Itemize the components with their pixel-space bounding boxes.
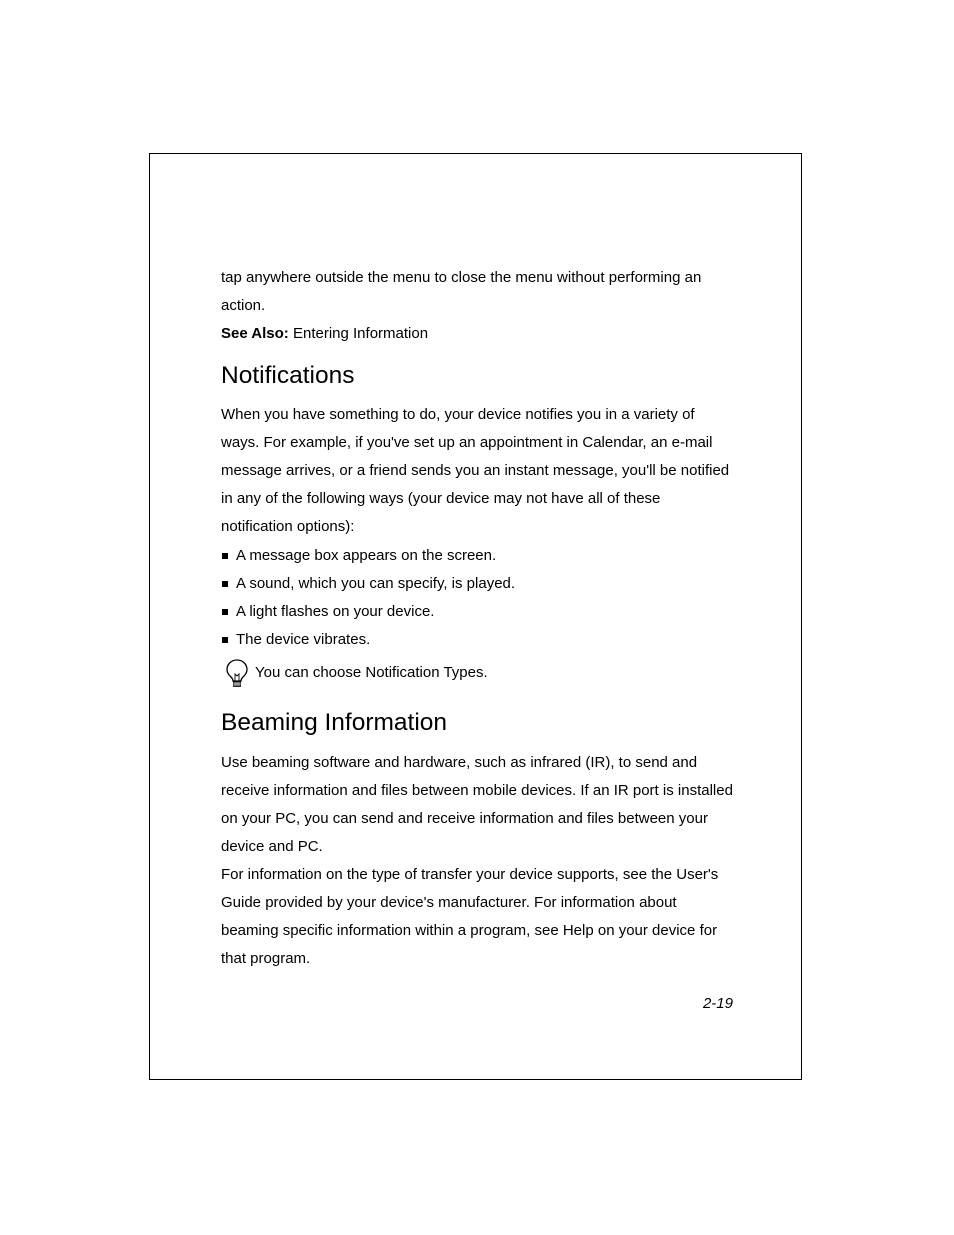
list-item (221, 570, 736, 598)
see-also (221, 320, 736, 348)
see-also-label: See Also: (221, 325, 289, 342)
page-number: 2-19 (702, 995, 733, 1012)
square-bullet-icon (222, 581, 228, 587)
square-bullet-icon (222, 609, 228, 615)
square-bullet-icon (222, 553, 228, 559)
list-item-text: A light flashes on your device. (236, 603, 435, 620)
square-bullet-icon (222, 637, 228, 643)
beaming-heading: Beaming Information (221, 709, 448, 736)
list-item (221, 626, 736, 654)
beaming-paragraph-1: Use beaming software and hardware, such as infrared (IR), to send and receive information and files between mobile devices. If an IR port is installed on your PC, you can send and receive information and files between your device and PC. (221, 754, 733, 855)
page-content (221, 264, 736, 973)
list-item-text: A message box appears on the screen. (236, 547, 497, 564)
lightbulb-icon (224, 658, 250, 688)
notifications-paragraph: When you have something to do, your device notifies you in a variety of ways. For example, if you've set up an appointment in Calendar, an e-mail message arrives, or a friend sends you an instant message, you'll be notified in any of the following ways (your device may not have all of these notification options): (221, 406, 730, 535)
notification-bullet-list (221, 542, 736, 654)
intro-line-2: action. (221, 297, 266, 314)
tip-text: You can choose Notification Types. (255, 664, 488, 681)
intro-paragraph (221, 264, 736, 320)
beaming-paragraph-2: For information on the type of transfer your device supports, see the User's Guide provided by your device's manufacturer. For information about beaming specific information within a program, see Help on your device for that program. (221, 866, 719, 967)
list-item (221, 598, 736, 626)
tip-note (221, 658, 736, 688)
list-item (221, 542, 736, 570)
list-item-text: The device vibrates. (236, 631, 371, 648)
notifications-heading: Notifications (221, 362, 355, 389)
list-item-text: A sound, which you can specify, is played. (236, 575, 516, 592)
see-also-link-text: Entering Information (288, 325, 429, 342)
intro-line-1: tap anywhere outside the menu to close the menu without performing an (221, 269, 702, 286)
